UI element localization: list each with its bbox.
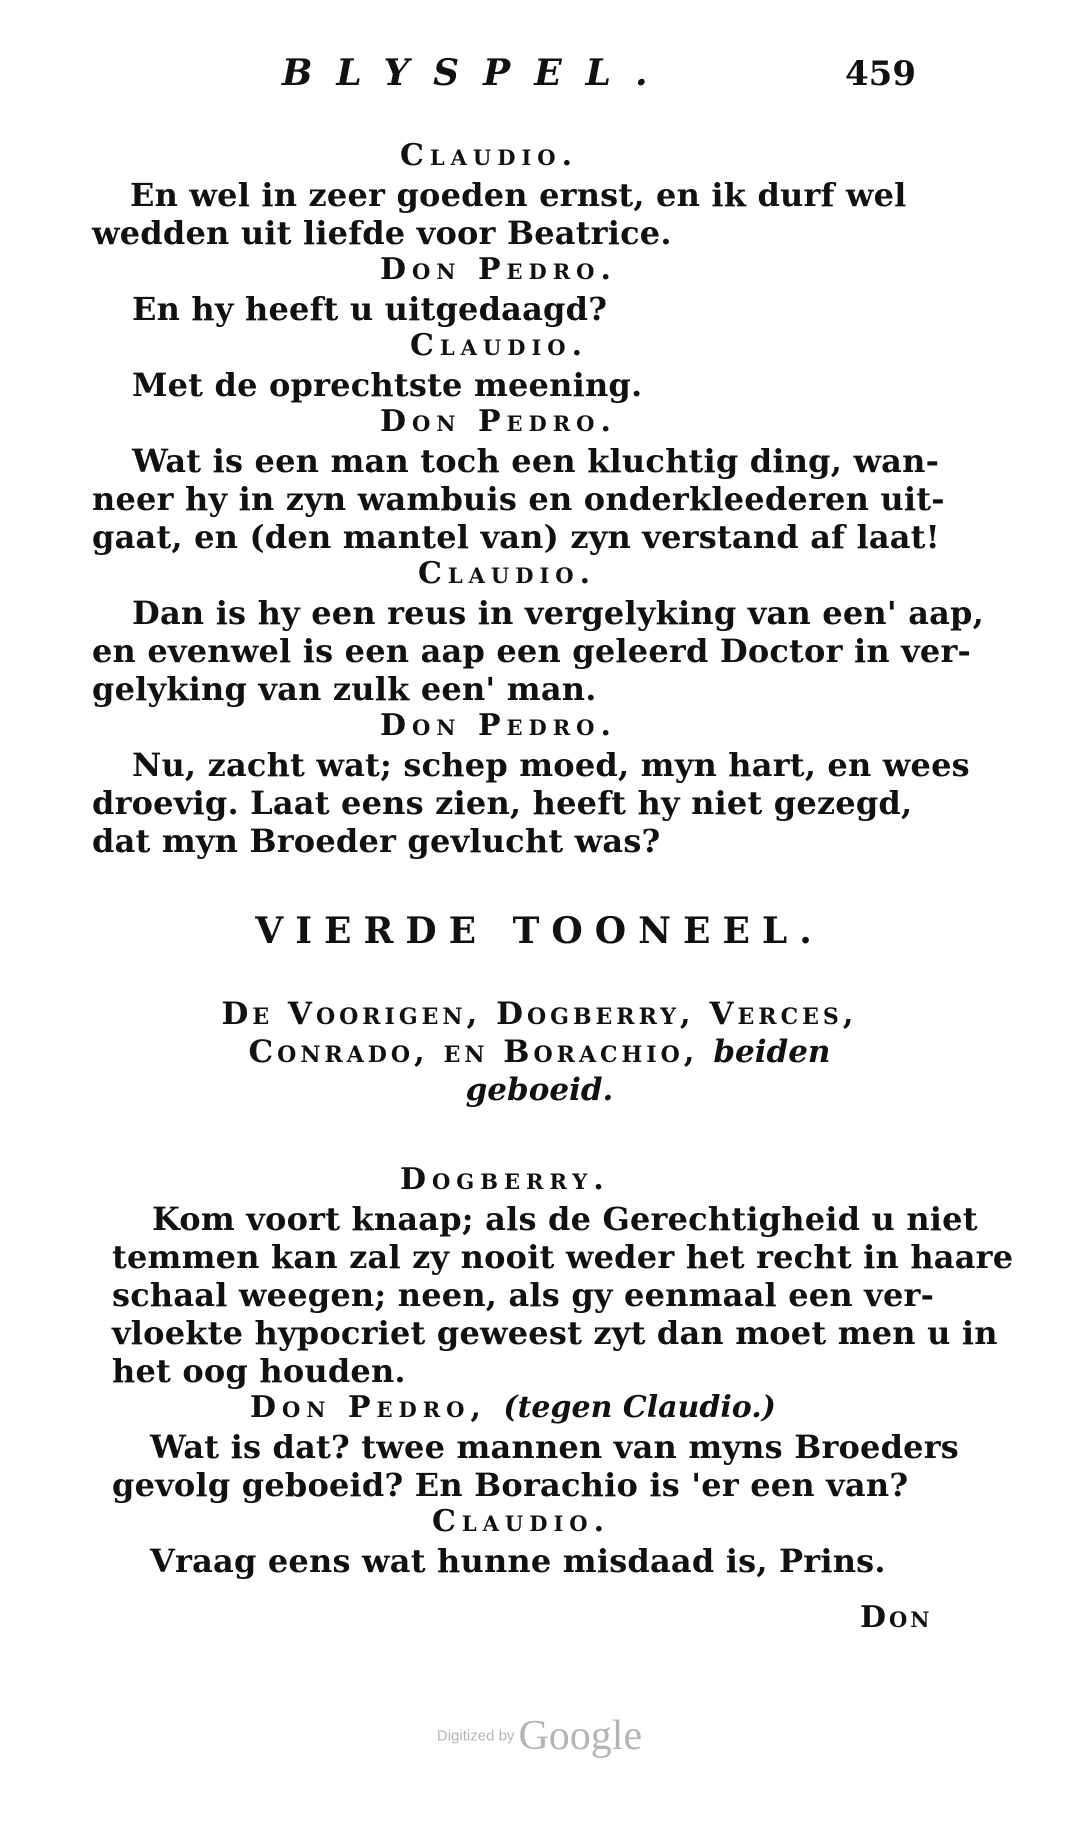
speaker-don-pedro: Don Pedro. <box>380 404 617 439</box>
speaker-claudio: Claudio. <box>400 138 579 173</box>
cast-names: Conrado, en Borachio, <box>248 1034 699 1070</box>
cast-list-line-1: De Voorigen, Dogberry, Verces, <box>221 996 858 1032</box>
dialogue-line: En hy heeft u uitgedaagd? <box>132 290 608 328</box>
cast-note: geboeid. <box>465 1072 614 1108</box>
cast-list-line-3 <box>0 1072 1079 1108</box>
speaker-name: Don Pedro, <box>250 1390 487 1425</box>
dialogue-line: temmen kan zal zy nooit weder het recht in haare <box>112 1238 1014 1276</box>
cast-list-line-2 <box>0 1034 1079 1070</box>
dialogue-line: Wat is dat? twee mannen van myns Broeders <box>150 1428 960 1466</box>
cast-note: beiden <box>713 1034 831 1070</box>
dialogue-line: neer hy in zyn wambuis en onderkleederen uit- <box>92 480 945 518</box>
dialogue-line: gaat, en (den mantel van) zyn verstand af laat! <box>92 518 940 556</box>
scene-title: VIERDE TOONEEL. <box>255 910 824 952</box>
dialogue-line: gevolg geboeid? En Borachio is 'er een van? <box>112 1466 909 1504</box>
dialogue-line: vloekte hypocriet geweest zyt dan moet men u in <box>112 1314 998 1352</box>
speaker-don-pedro: Don Pedro. <box>380 708 617 743</box>
dialogue-line: het oog houden. <box>112 1352 406 1390</box>
running-title: BLYSPEL. <box>282 52 672 94</box>
speaker-dogberry: Dogberry. <box>400 1162 610 1197</box>
dialogue-line: En wel in zeer goeden ernst, en ik durf wel <box>130 176 907 214</box>
dialogue-line: Dan is hy een reus in vergelyking van een' aap, <box>132 594 984 632</box>
dialogue-line: Kom voort knaap; als de Gerechtigheid u niet <box>152 1200 978 1238</box>
dialogue-line: Vraag eens wat hunne misdaad is, Prins. <box>150 1542 886 1580</box>
speaker-don-pedro: Don Pedro. <box>380 252 617 287</box>
dialogue-line: Met de oprechtste meening. <box>132 366 643 404</box>
dialogue-line: schaal weegen; neen, als gy eenmaal een ver- <box>112 1276 935 1314</box>
dialogue-line: wedden uit liefde voor Beatrice. <box>92 214 672 252</box>
page-header <box>0 52 1079 102</box>
watermark-prefix: Digitized by <box>436 1727 515 1745</box>
dialogue-line: Nu, zacht wat; schep moed, myn hart, en wees <box>132 746 970 784</box>
digitization-watermark <box>0 1712 1079 1760</box>
stage-direction: (tegen Claudio.) <box>503 1390 776 1425</box>
dialogue-line: Wat is een man toch een kluchtig ding, wan- <box>132 442 940 480</box>
catchword: Don <box>860 1600 933 1635</box>
dialogue-line: dat myn Broeder gevlucht was? <box>92 822 661 860</box>
dialogue-line: en evenwel is een aap een geleerd Doctor in ver- <box>92 632 972 670</box>
speaker-claudio: Claudio. <box>410 328 589 363</box>
speaker-claudio: Claudio. <box>418 556 597 591</box>
dialogue-line: gelyking van zulk een' man. <box>92 670 597 708</box>
speaker-don-pedro <box>250 1390 776 1425</box>
page-number: 459 <box>845 54 916 94</box>
google-logo: Google <box>518 1713 643 1759</box>
dialogue-line: droevig. Laat eens zien, heeft hy niet gezegd, <box>92 784 913 822</box>
speaker-claudio: Claudio. <box>432 1504 611 1539</box>
